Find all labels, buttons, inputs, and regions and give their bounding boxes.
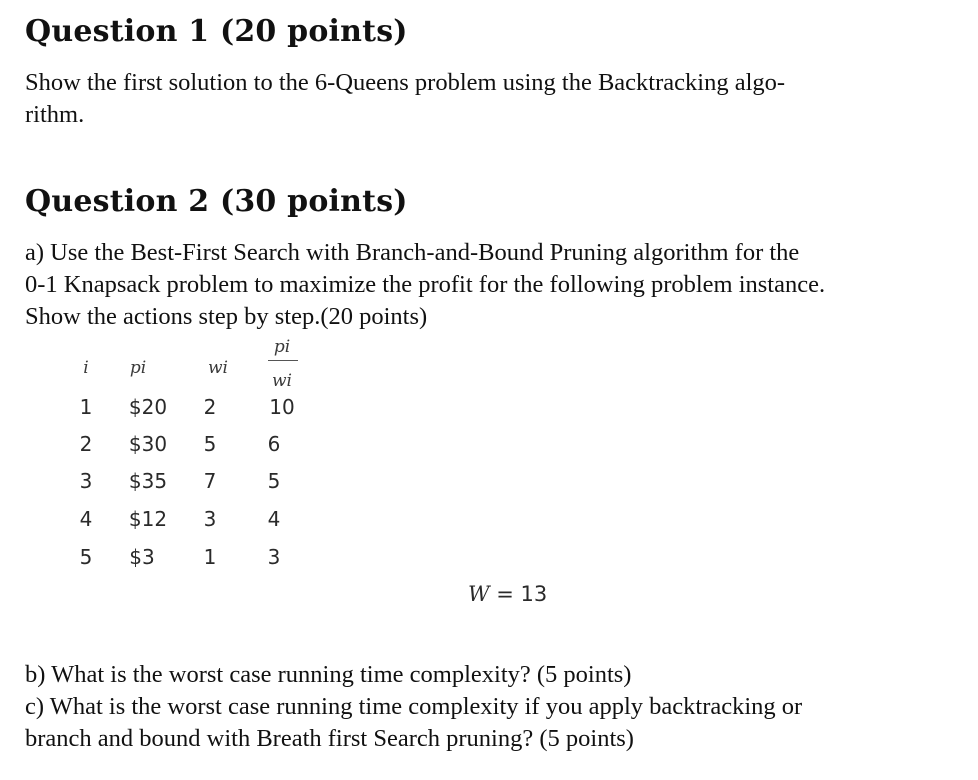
table-cell-weight: 1	[203, 545, 217, 569]
table-cell-weight: 3	[203, 507, 217, 531]
table-cell-ratio: 10	[269, 395, 295, 419]
part-b-line: b) What is the worst case running time complexity? (5 points)	[25, 661, 632, 688]
table-cell-weight: 7	[203, 469, 217, 493]
table-header-profit: pi	[129, 358, 147, 378]
ratio-fraction-bar	[268, 360, 298, 361]
question-1-body	[25, 67, 955, 131]
capacity-label	[468, 582, 547, 606]
table-cell-profit: $20	[128, 395, 168, 419]
table-cell-ratio: 3	[267, 545, 281, 569]
part-c-line-1: c) What is the worst case running time complexity if you apply backtracking or	[25, 693, 803, 720]
table-cell-weight: 5	[203, 432, 217, 456]
table-cell-profit: $35	[128, 469, 168, 493]
table-cell-i: 4	[79, 507, 93, 531]
table-cell-profit: $30	[128, 432, 168, 456]
knapsack-table	[58, 333, 318, 583]
table-cell-ratio: 4	[267, 507, 281, 531]
table-header-weight: wi	[208, 358, 228, 378]
table-header-ratio-numerator: pi	[273, 337, 291, 357]
part-a-line-2: 0-1 Knapsack problem to maximize the profit for the following problem instance.	[25, 271, 826, 298]
table-cell-profit: $3	[129, 545, 155, 569]
table-cell-i: 1	[79, 395, 93, 419]
question-2-part-a	[25, 237, 955, 333]
table-cell-profit: $12	[128, 507, 168, 531]
table-header-ratio-denominator: wi	[272, 371, 292, 391]
question-1-line-1: Show the first solution to the 6-Queens problem using the Backtracking algo-	[25, 69, 786, 96]
table-cell-ratio: 5	[267, 469, 281, 493]
question-1-line-2: rithm.	[25, 101, 85, 128]
table-header-i: i	[83, 358, 89, 378]
question-2-title: Question 2 (30 points)	[25, 184, 408, 219]
part-a-line-1: a) Use the Best-First Search with Branch-and-Bound Pruning algorithm for the	[25, 239, 800, 266]
part-a-line-3: Show the actions step by step.(20 points)	[25, 303, 428, 330]
question-1-title: Question 1 (20 points)	[25, 14, 408, 49]
table-cell-weight: 2	[203, 395, 217, 419]
part-c-line-2: branch and bound with Breath first Search pruning? (5 points)	[25, 725, 634, 752]
table-cell-i: 5	[79, 545, 93, 569]
table-cell-i: 3	[79, 469, 93, 493]
table-cell-i: 2	[79, 432, 93, 456]
question-2-parts-b-c	[25, 659, 955, 755]
table-cell-ratio: 6	[267, 432, 281, 456]
capacity-variable: W	[468, 582, 490, 606]
capacity-value: = 13	[489, 582, 548, 606]
